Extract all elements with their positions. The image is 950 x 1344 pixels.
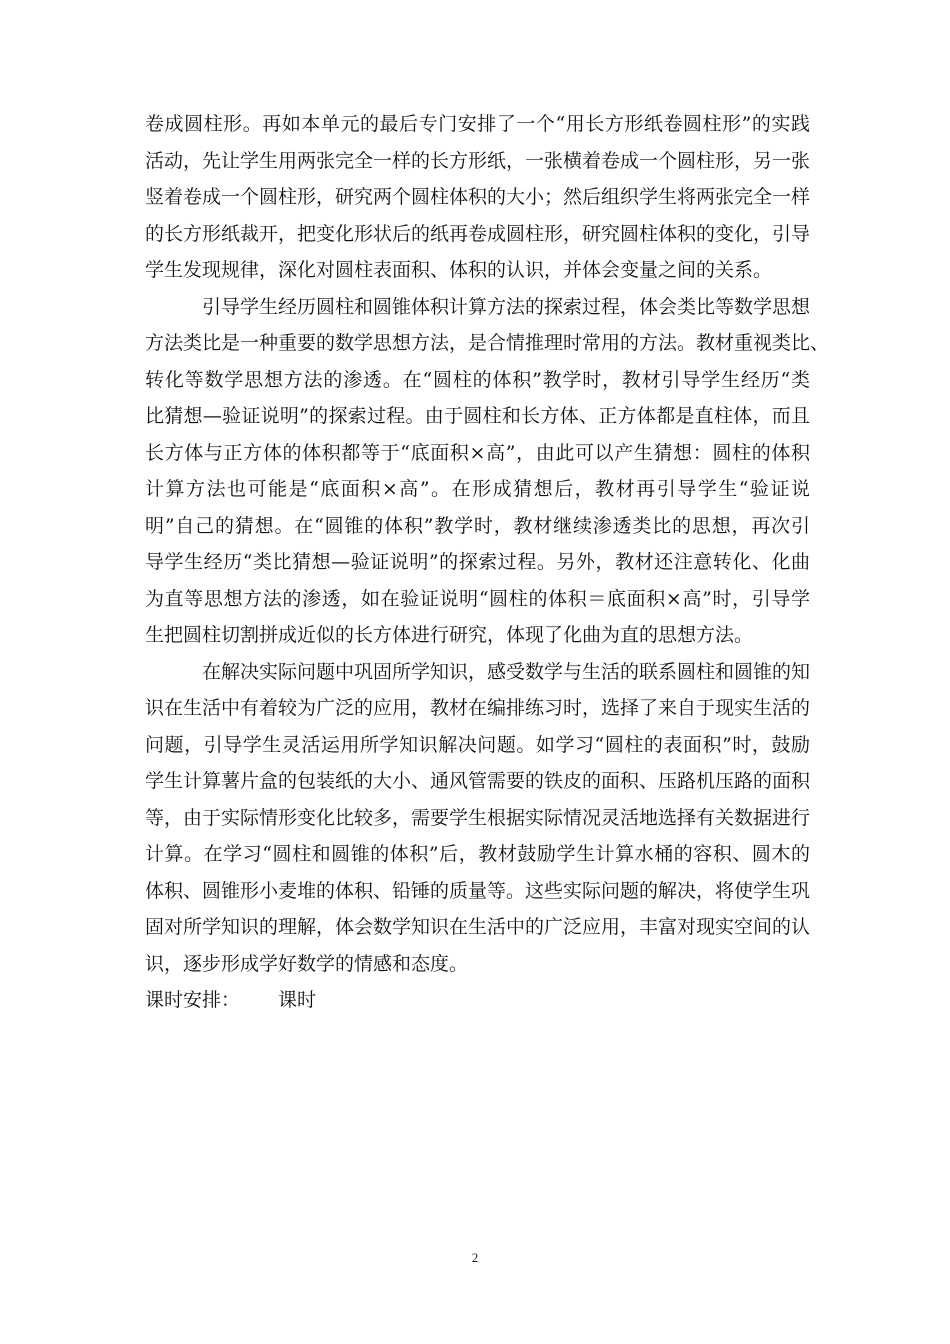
text-line: 导学生经历“类比猜想—验证说明”的探索过程。另外，教材还注意转化、化曲	[145, 551, 810, 573]
text-line: 体积、圆锥形小麦堆的体积、铅锤的质量等。这些实际问题的解决，将使学生巩	[145, 879, 811, 902]
text-line: 学生计算薯片盒的包装纸的大小、通风管需要的铁皮的面积、压路机压路的面积	[145, 770, 811, 792]
text-line: 引导学生经历圆柱和圆锥体积计算方法的探索过程，体会类比等数学思想	[202, 295, 811, 318]
text-line: 比猜想—验证说明”的探索过程。由于圆柱和长方体、正方体都是直柱体，而且	[145, 405, 810, 427]
class-schedule	[145, 982, 810, 1019]
text-line: 生把圆柱切割拼成近似的长方体进行研究，体现了化曲为直的思想方法。	[145, 624, 754, 646]
text-line: 方法类比是一种重要的数学思想方法，是合情推理时常用的方法。教材重视类比、	[145, 332, 830, 354]
text-line: 等，由于实际情形变化比较多，需要学生根据实际情况灵活地选择有关数据进行	[145, 806, 811, 829]
text-line: 长方体与正方体的体积都等于“底面积×高”，由此可以产生猜想：圆柱的体积	[145, 441, 810, 464]
body-text	[145, 106, 830, 1019]
text-line: 为直等思想方法的渗透，如在验证说明“圆柱的体积＝底面积×高”时，引导学	[145, 587, 810, 610]
text-line: 明”自己的猜想。在“圆锥的体积”教学时，教材继续渗透类比的思想，再次引	[145, 514, 810, 537]
schedule-unit: 课时	[278, 989, 317, 1011]
text-line: 识在生活中有着较为广泛的应用，教材在编排练习时，选择了来自于现实生活的	[145, 697, 811, 719]
text-line: 活动，先让学生用两张完全一样的长方形纸，一张横着卷成一个圆柱形，另一张	[145, 149, 811, 172]
text-line: 学生发现规律，深化对圆柱表面积、体积的认识，并体会变量之间的关系。	[145, 259, 773, 281]
schedule-label: 课时安排：	[145, 989, 241, 1011]
paragraph-2	[145, 289, 830, 654]
paragraph-3	[145, 654, 810, 983]
text-line: 计算。在学习“圆柱和圆锥的体积”后，教材鼓励学生计算水桶的容积、圆木的	[145, 843, 810, 865]
text-line: 在解决实际问题中巩固所学知识，感受数学与生活的联系圆柱和圆锥的知	[202, 660, 811, 683]
text-line: 转化等数学思想方法的渗透。在“圆柱的体积”教学时，教材引导学生经历“类	[145, 368, 810, 391]
text-line: 识，逐步形成学好数学的情感和态度。	[145, 952, 469, 975]
paragraph-1	[145, 106, 810, 289]
text-line: 卷成圆柱形。再如本单元的最后专门安排了一个“用长方形纸卷圆柱形”的实践	[145, 113, 810, 135]
text-line: 计算方法也可能是“底面积×高”。在形成猜想后，教材再引导学生“验证说	[145, 478, 810, 500]
text-line: 的长方形纸裁开，把变化形状后的纸再卷成圆柱形，研究圆柱体积的变化，引导	[145, 222, 811, 245]
text-line: 固对所学知识的理解，体会数学知识在生活中的广泛应用，丰富对现实空间的认	[145, 916, 811, 938]
text-line: 问题，引导学生灵活运用所学知识解决问题。如学习“圆柱的表面积”时，鼓励	[145, 733, 810, 756]
page-number: 2	[471, 1250, 479, 1265]
text-line: 竖着卷成一个圆柱形，研究两个圆柱体积的大小；然后组织学生将两张完全一样	[145, 186, 811, 208]
